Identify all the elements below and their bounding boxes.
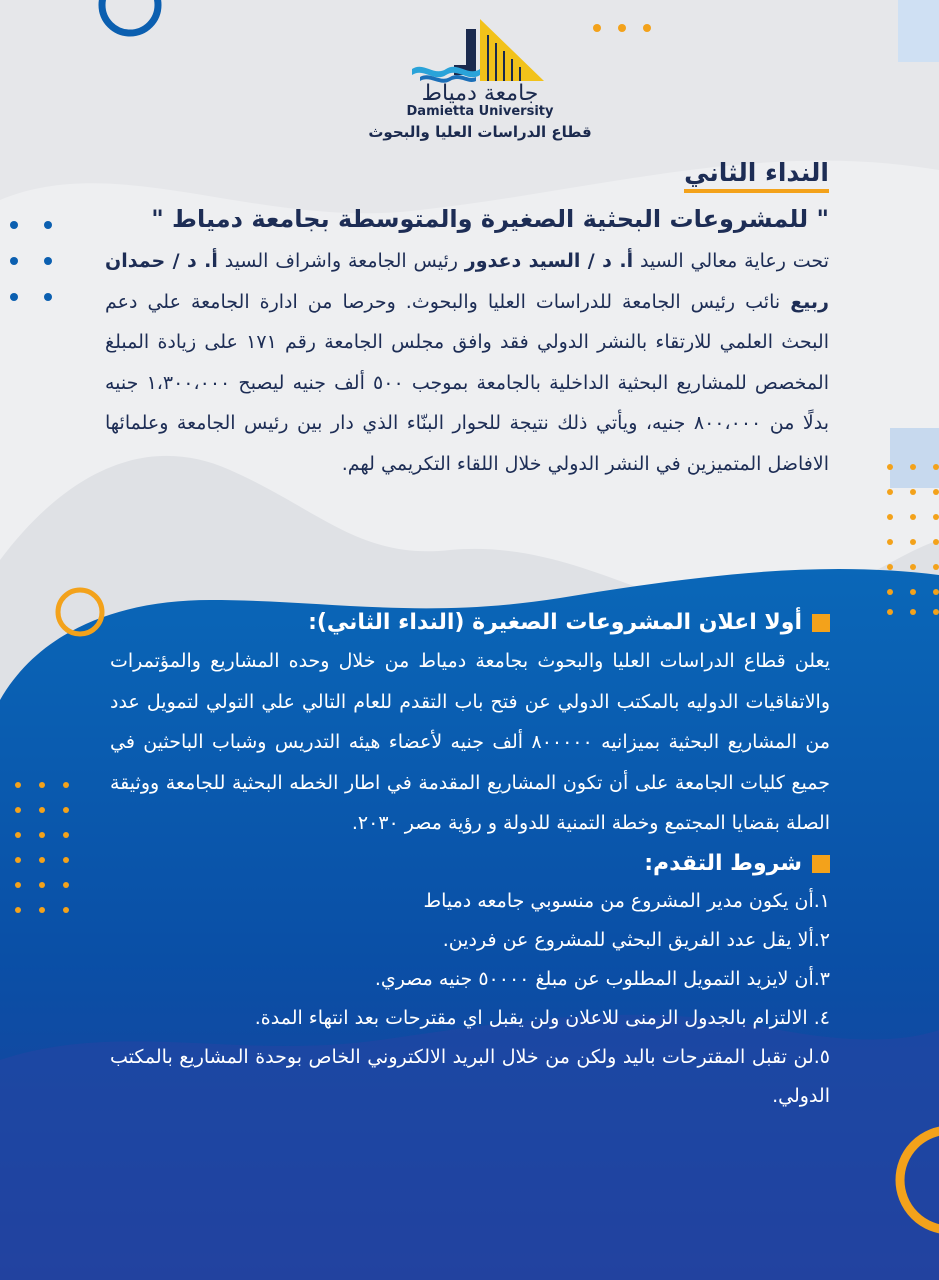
intro-text-2: رئيس الجامعة واشراف السيد <box>224 250 458 272</box>
condition-item: ٤. الالتزام بالجدول الزمنى للاعلان ولن يقبل اي مقترحات بعد انتهاء المدة. <box>254 1006 830 1029</box>
intro-paragraph <box>105 241 829 484</box>
logo-english-name: Damietta University <box>406 104 554 119</box>
president-name: أ. د / السيد دعدور <box>464 250 634 272</box>
university-logo <box>360 15 600 155</box>
blue-dots-left <box>10 221 52 301</box>
section2-heading-row <box>110 846 830 882</box>
section1-heading: أولا اعلان المشروعات الصغيرة (النداء الثاني): <box>308 610 802 635</box>
section1-heading-row <box>110 605 830 641</box>
vice-president-name: أ. د / حمدان ربيع <box>105 250 829 313</box>
orange-square-icon <box>812 614 830 632</box>
orange-square-icon <box>812 855 830 873</box>
section1-body: يعلن قطاع الدراسات العليا والبحوث بجامعة دمياط من خلال وحده المشاريع والمؤتمرات والاتفاقيات الدوليه بالمكتب الدولي عن فتح باب التقدم للعام التالي علي التولي لتمويل عدد من المشاريع البحثية بميزانيه ٨٠٠٠٠٠ ألف جنيه لأعضاء هيئه التدريس وشباب الباحثين في جميع كليات الجامعة على أن تكون المشاريع المقدمة في اطار الخطه البحثية للجامعة ووثيقة الصلة بقضايا المجتمع وخطة التمنية للدولة و رؤية مصر ٢٠٣٠. <box>110 650 830 834</box>
intro-section <box>105 158 829 484</box>
call-title: النداء الثاني <box>684 158 829 193</box>
intro-text-1: تحت رعاية معالي السيد <box>639 250 829 272</box>
condition-item: ١.أن يكون مدير المشروع من منسوبي جامعه دمياط <box>423 889 830 912</box>
subtitle: " للمشروعات البحثية الصغيرة والمتوسطة بجامعة دمياط " <box>151 205 829 233</box>
section2-heading: شروط التقدم: <box>644 850 802 876</box>
condition-item: ٣.أن لايزيد التمويل المطلوب عن مبلغ ٥٠٠٠٠ جنيه مصري. <box>374 967 830 990</box>
conditions-list <box>110 882 830 1116</box>
logo-arabic-name: جامعة دمياط <box>421 81 539 106</box>
top-right-square <box>898 0 939 62</box>
intro-text-3: نائب رئيس الجامعة للدراسات العليا والبحوث. وحرصا من ادارة الجامعة علي دعم البحث العلمي للارتقاء بالنشر الدولي فقد وافق مجلس الجامعة رقم ١٧١ على زيادة المبلغ المخصص للمشاريع البحثية الداخلية بالجامعة بموجب ٥٠٠ ألف جنيه ليصبح ١،٣٠٠،٠٠٠ جنيه بدلًا من ٨٠٠،٠٠٠ جنيه، ويأتي ذلك نتيجة للحوار البنّاء الذي دار بين رئيس الجامعة وعلمائها الافاضل المتميزين في النشر الدولي خلال اللقاء التكريمي لهم. <box>105 290 829 475</box>
condition-item: ٥.لن تقبل المقترحات باليد ولكن من خلال البريد الالكتروني الخاص بوحدة المشاريع بالمكتب الدولي. <box>110 1045 830 1107</box>
condition-item: ٢.ألا يقل عدد الفريق البحثي للمشروع عن فردين. <box>442 928 830 951</box>
sector-name: قطاع الدراسات العليا والبحوث <box>368 123 592 141</box>
right-square <box>890 428 939 488</box>
announcement-section <box>110 605 830 1116</box>
logo-mark-icon <box>410 15 550 85</box>
